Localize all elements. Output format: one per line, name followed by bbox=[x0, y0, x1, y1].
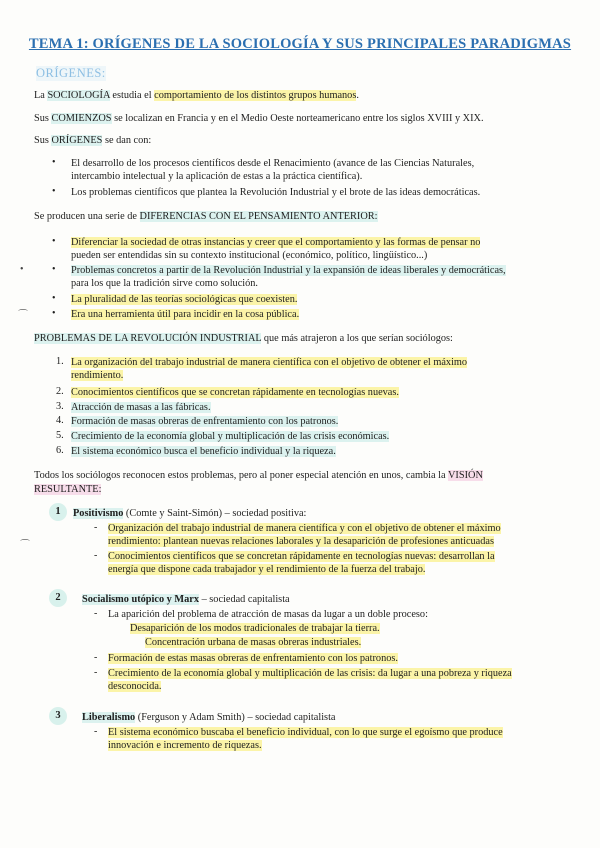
sociologists-line-1: Todos los sociólogos reconocen estos problemas, pero al poner especial atención en unos, cambia la VISIÓN bbox=[34, 470, 483, 481]
list-item: Era una herramienta útil para incidir en la cosa pública. bbox=[71, 309, 300, 320]
list-number: 4. bbox=[56, 415, 64, 426]
margin-mark: ⌒ bbox=[20, 540, 30, 551]
list-item: Los problemas científicos que plantea la Revolución Industrial y el brote de las ideas democráticas. bbox=[71, 187, 481, 198]
margin-mark: ⌒ bbox=[18, 310, 28, 321]
list-item: pueden ser entendidas sin su contexto institucional (económico, político, lingüístico...) bbox=[71, 250, 428, 261]
paradigm-heading: Positivismo (Comte y Saint-Simón) – sociedad positiva: bbox=[73, 508, 307, 519]
list-item: para los que la tradición sirve como solución. bbox=[71, 278, 259, 289]
sociologists-line-2: RESULTANTE: bbox=[34, 484, 102, 495]
bullet-dot: • bbox=[52, 264, 56, 275]
list-item: La aparición del problema de atracción de masas da lugar a un doble proceso: bbox=[108, 609, 428, 620]
dash-marker: - bbox=[94, 522, 98, 533]
list-item: Conocimientos científicos que se concretan rápidamente en tecnologías nuevas. bbox=[71, 387, 399, 398]
paradigm-number: 2 bbox=[49, 589, 67, 607]
dash-marker: - bbox=[94, 726, 98, 737]
list-number: 1. bbox=[56, 356, 64, 367]
list-item: Conocimientos científicos que se concretan rápidamente en tecnologías nuevas: desarrollan la bbox=[108, 551, 495, 562]
list-sub-item: Desaparición de los modos tradicionales de trabajar la tierra. bbox=[130, 623, 380, 634]
list-item: Formación de masas obreras de enfrentamiento con los patronos. bbox=[71, 416, 339, 427]
dash-marker: - bbox=[94, 652, 98, 663]
list-item: La organización del trabajo industrial de manera científica con el objetivo de obtener el máximo bbox=[71, 357, 468, 368]
margin-mark: • bbox=[20, 264, 24, 275]
list-item: Diferenciar la sociedad de otras instancias y creer que el comportamiento y las formas de pensar no bbox=[71, 237, 481, 248]
list-item: innovación e incremento de riquezas. bbox=[108, 740, 262, 751]
paradigm-number: 3 bbox=[49, 707, 67, 725]
list-item: La pluralidad de las teorías sociológicas que coexisten. bbox=[71, 294, 298, 305]
list-item: Crecimiento de la economía global y multiplicación de las crisis económicas. bbox=[71, 431, 390, 442]
paradigm-heading: Socialismo utópico y Marx – sociedad capitalista bbox=[82, 594, 290, 605]
list-number: 6. bbox=[56, 445, 64, 456]
list-item: rendimiento. bbox=[71, 370, 124, 381]
bullet-dot: • bbox=[52, 157, 56, 168]
list-item: El desarrollo de los procesos científicos desde el Renacimiento (avance de las Ciencias Naturales, bbox=[71, 158, 475, 169]
list-item: El sistema económico buscaba el beneficio individual, con lo que surge el egoísmo que produce bbox=[108, 727, 503, 738]
bullet-dot: • bbox=[52, 236, 56, 247]
list-number: 5. bbox=[56, 430, 64, 441]
bullet-dot: • bbox=[52, 186, 56, 197]
list-sub-item: Concentración urbana de masas obreras industriales. bbox=[145, 637, 362, 648]
list-number: 3. bbox=[56, 401, 64, 412]
list-item: Organización del trabajo industrial de manera científica y con el objetivo de obtener el máximo bbox=[108, 523, 501, 534]
list-item: Formación de estas masas obreras de enfrentamiento con los patronos. bbox=[108, 653, 398, 664]
list-item: Problemas concretos a partir de la Revolución Industrial y la expansión de ideas liberales y democráticas, bbox=[71, 265, 506, 276]
origenes-heading: ORÍGENES: bbox=[36, 66, 106, 80]
intro-line-1: La SOCIOLOGÍA estudia el comportamiento de los distintos grupos humanos. bbox=[34, 90, 359, 101]
dash-marker: - bbox=[94, 550, 98, 561]
dash-marker: - bbox=[94, 608, 98, 619]
list-item: energía que dispone cada trabajador y el rendimiento de la fuerza del trabajo. bbox=[108, 564, 426, 575]
bullet-dot: • bbox=[52, 293, 56, 304]
problems-intro: PROBLEMAS DE LA REVOLUCIÓN INDUSTRIAL que más atrajeron a los que serían sociólogos: bbox=[34, 333, 453, 344]
intro-line-2: Sus COMIENZOS se localizan en Francia y en el Medio Oeste norteamericano entre los siglos XVIII y XIX. bbox=[34, 113, 484, 124]
dash-marker: - bbox=[94, 667, 98, 678]
list-item: El sistema económico busca el beneficio individual y la riqueza. bbox=[71, 446, 336, 457]
document-title: TEMA 1: ORÍGENES DE LA SOCIOLOGÍA Y SUS PRINCIPALES PARADIGMAS bbox=[28, 36, 572, 52]
list-item: desconocida. bbox=[108, 681, 162, 692]
bullet-dot: • bbox=[52, 308, 56, 319]
intro-line-3: Sus ORÍGENES se dan con: bbox=[34, 135, 152, 146]
list-item: rendimiento: plantean nuevas relaciones laborales y la desaparición de profesiones anticuadas bbox=[108, 536, 494, 547]
paradigm-number: 1 bbox=[49, 503, 67, 521]
paradigm-heading: Liberalismo (Ferguson y Adam Smith) – sociedad capitalista bbox=[82, 712, 336, 723]
list-number: 2. bbox=[56, 386, 64, 397]
list-item: intercambio intelectual y la aplicación de estas a la práctica científica). bbox=[71, 171, 363, 182]
list-item: Crecimiento de la economía global y multiplicación de las crisis: da lugar a una pobreza y riqueza bbox=[108, 668, 512, 679]
list-item: Atracción de masas a las fábricas. bbox=[71, 402, 211, 413]
differences-intro: Se producen una serie de DIFERENCIAS CON EL PENSAMIENTO ANTERIOR: bbox=[34, 211, 378, 222]
